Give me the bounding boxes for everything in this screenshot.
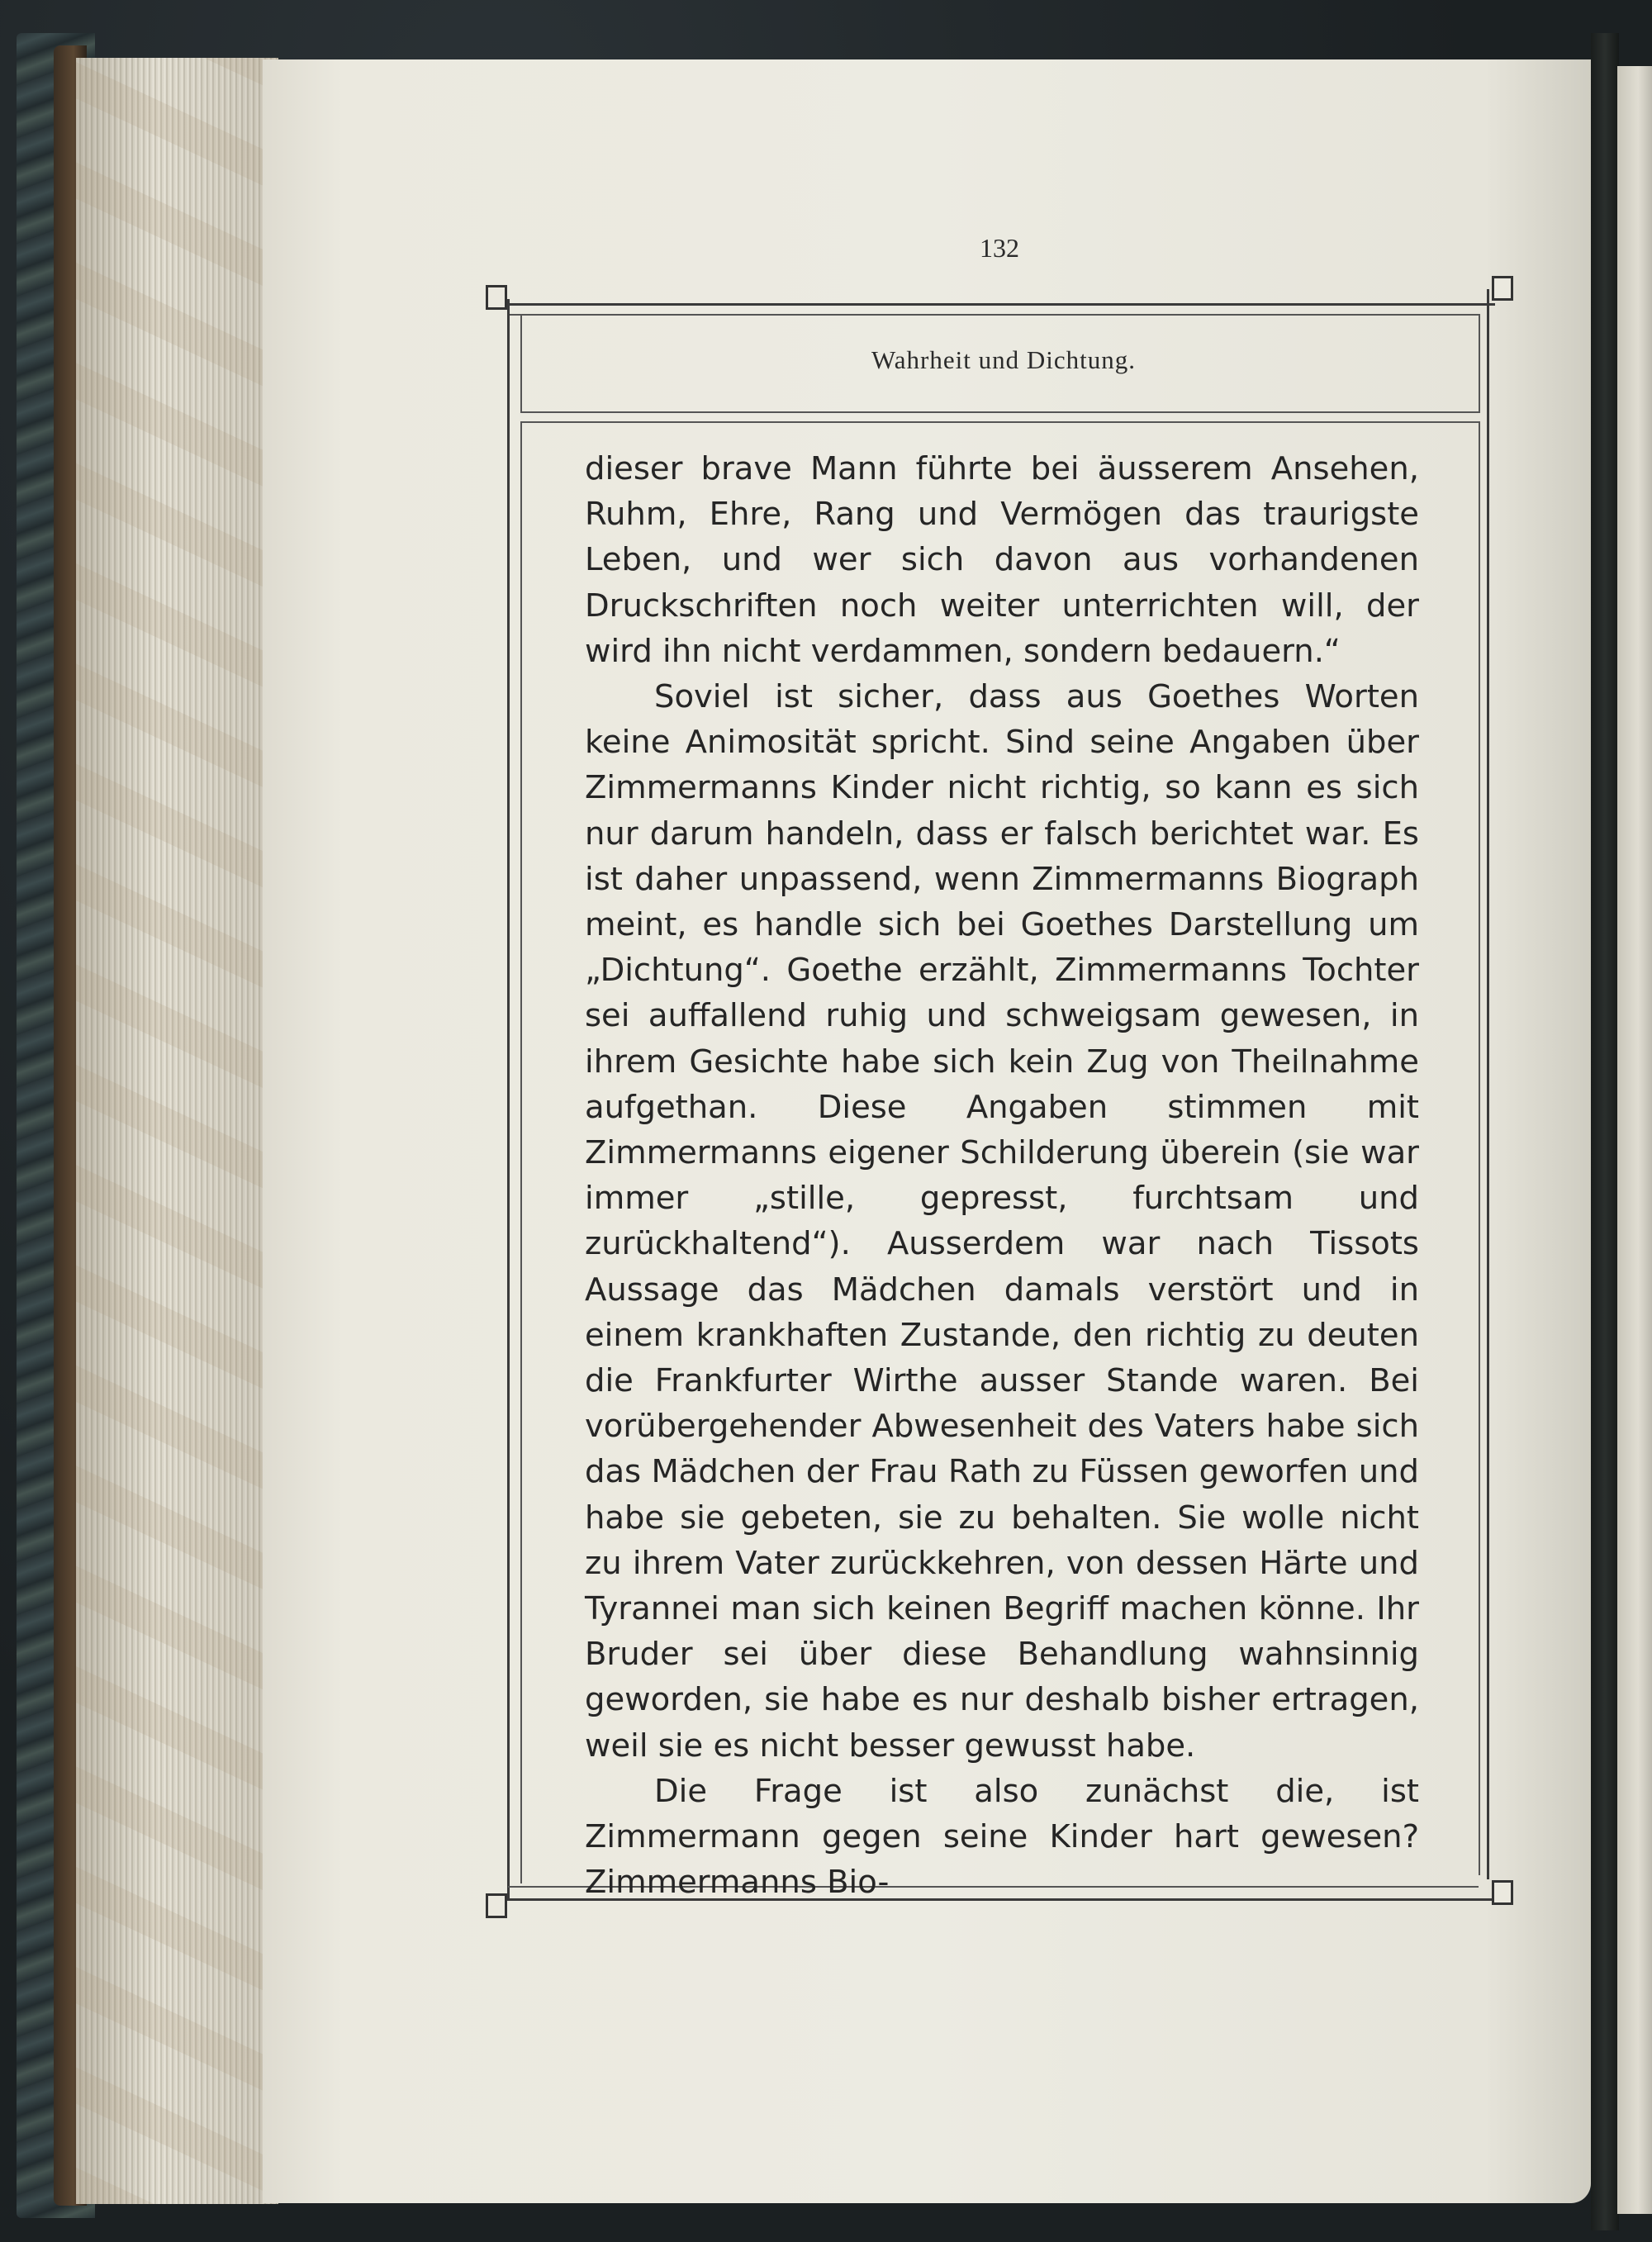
text-box-right <box>1479 421 1480 1875</box>
frame-corner-top-left <box>486 285 507 310</box>
next-page-edge <box>1617 66 1652 2214</box>
frame-top-rule-inner <box>508 314 1479 316</box>
frame-corner-bottom-left <box>486 1893 507 1918</box>
gutter-shadow <box>1591 33 1619 2230</box>
frame-corner-top-right <box>1492 276 1513 301</box>
paragraph-1: dieser brave Mann führte bei äusserem Ansehen, Ruhm, Ehre, Rang und Vermögen das traurigste Leben, und wer sich davon aus vorhandenen Druckschriften noch weiter unterrichten will, der wird ihn nicht verdammen, sondern bedauern.“ <box>585 450 1419 670</box>
paragraph-2: Soviel ist sicher, dass aus Goethes Worten keine Animosität spricht. Sind seine Angaben über Zimmermanns Kinder nicht richtig, so kann es sich nur darum handeln, dass er falsch berichtet war. Es ist daher unpassend, wenn Zimmermanns Biograph meint, es handle sich bei Goethes Darstellung um „Dichtung“. Goethe erzählt, Zimmermanns Tochter sei auffallend ruhig und schweigsam gewesen, in ihrem Gesichte habe sich kein Zug von Theilnahme aufgethan. Diese Angaben stimmen mit Zimmermanns eigener Schilderung überein (sie war immer „stille, gepresst, furchtsam und zurückhaltend“). Ausserdem war nach Tissots Aussage das Mädchen damals verstört und in einem krankhaften Zustande, den richtig zu deuten die Frankfurter Wirthe ausser Stande waren. Bei vorübergehender Abwesenheit des Vaters habe sich das Mädchen der Frau Rath zu Füssen geworfen und habe sie gebeten, sie zu behalten. Sie wolle nicht zu ihrem Vater zurückkehren, von dessen Härte und Tyrannei man sich keinen Begriff machen könne. Ihr Bruder sei über diese Behandlung wahnsinnig geworden, sie habe es nur deshalb bisher ertragen, weil sie es nicht besser gewusst habe. <box>585 678 1419 1765</box>
body-text <box>585 446 1419 1906</box>
running-title: Wahrheit und Dichtung. <box>871 345 1136 374</box>
page-number: 132 <box>980 233 1019 263</box>
frame-left-rule <box>507 299 510 1898</box>
frame-top-rule <box>496 303 1495 306</box>
header-box-bottom <box>520 411 1480 413</box>
frame-right-rule <box>1487 289 1489 1879</box>
page-block-shading <box>76 58 278 2204</box>
text-box-left <box>520 421 522 1883</box>
text-box-top <box>520 421 1480 423</box>
frame-corner-bottom-right <box>1492 1880 1513 1905</box>
paragraph-3: Die Frage ist also zunächst die, ist Zimmermann gegen seine Kinder hart gewesen? Zimmermanns Bio- <box>585 1772 1419 1902</box>
